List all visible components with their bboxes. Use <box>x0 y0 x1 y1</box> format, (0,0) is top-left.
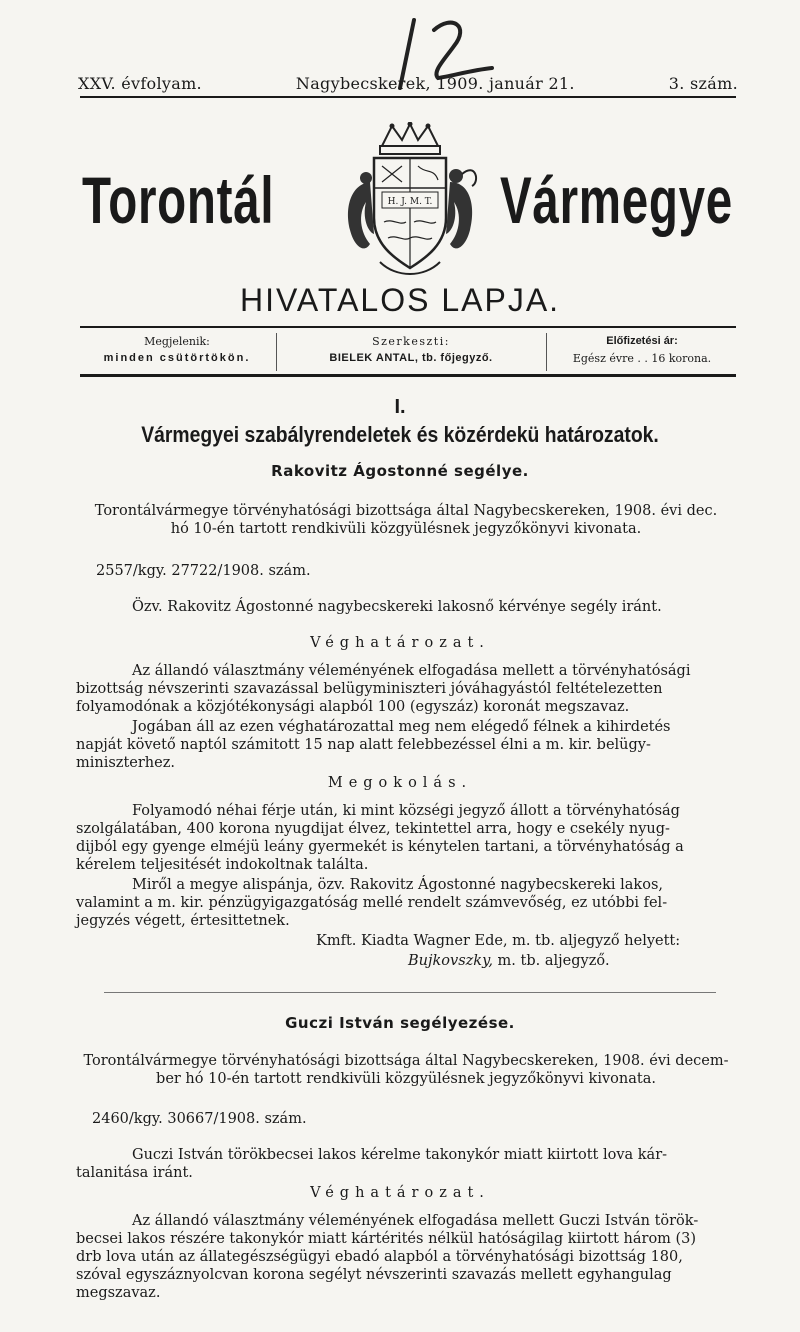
text-line: folyamodónak a közjótékonysági alapból 100 (egyszáz) koronát megszavaz. <box>76 699 630 715</box>
signature-line: Kmft. Kiadta Wagner Ede, m. tb. aljegyző helyett: <box>316 933 681 949</box>
text-line: valamint a m. kir. pénzügyigazgatóság mellé rendelt számvevőség, ez utóbbi fel- <box>76 895 668 911</box>
article-subject: Özv. Rakovitz Ágostonné nagybecskereki lakosnő kérvénye segély iránt. <box>132 599 662 615</box>
info-bar <box>82 333 734 373</box>
text-line: Torontálvármegye törvényhatósági bizottsága által Nagybecskereken, 1908. évi decem- <box>83 1053 729 1069</box>
text-line: becsei lakos részére takonykór miatt kártérités nélkül hatóságilag kiirtott három (3) <box>76 1231 697 1247</box>
signature-title: m. tb. aljegyző. <box>492 953 610 969</box>
article-number: 2460/kgy. 30667/1908. szám. <box>92 1111 307 1127</box>
info-rule-bottom <box>80 374 736 377</box>
article-subject <box>76 1146 732 1182</box>
reason-heading: Megokolás. <box>327 775 473 791</box>
signature-name-line <box>408 952 728 970</box>
reason-text <box>76 802 732 874</box>
info-rule-top <box>80 326 736 328</box>
price-column <box>550 333 734 367</box>
appears-column <box>82 333 272 367</box>
text-line: dijból egy gyenge elméjü leány gyermekét is kénytelen tartani, a törvényhatóság a <box>76 839 684 855</box>
text-line: talanitása iránt. <box>76 1165 193 1181</box>
masthead <box>82 122 742 282</box>
section-title: Vármegyei szabályrendeletek és közérdekü határozatok. <box>141 422 659 447</box>
editor-label: Szerkeszti: <box>372 335 450 348</box>
header-rule <box>80 96 736 98</box>
info-divider <box>546 333 547 371</box>
price-label: Előfizetési ár: <box>606 335 678 347</box>
text-line: Jogában áll az ezen véghatározattal meg nem elégedő félnek a kihirdetés <box>132 719 671 735</box>
article-number: 2557/kgy. 27722/1908. szám. <box>96 563 311 579</box>
appeal-text <box>76 718 732 772</box>
masthead-title-right: Vármegye <box>500 163 733 237</box>
decision-text <box>76 1212 732 1302</box>
text-line: hó 10-én tartott rendkivüli közgyülésnek jegyzőkönyvi kivonata. <box>170 521 642 537</box>
section-number: I. <box>394 396 406 418</box>
text-line: napját követő naptól számitott 15 nap alatt felebbezéssel élni a m. kir. belügy- <box>76 737 651 753</box>
text-line: drb lova után az állategészségügyi ebadó alapból a törvényhatósági bizottság 180, <box>76 1249 683 1265</box>
crest-text: H. J. M. T. <box>387 197 433 207</box>
issue-header <box>78 74 738 93</box>
article-divider <box>104 992 716 993</box>
decision-text <box>76 662 732 716</box>
volume-label: XXV. évfolyam. <box>78 74 202 93</box>
text-line: megszavaz. <box>76 1285 161 1301</box>
text-line: miniszterhez. <box>76 755 175 771</box>
text-line: szolgálatában, 400 korona nyugdijat élvez, tekintettel arra, hogy e csekély nyug- <box>76 821 670 837</box>
masthead-subtitle: HIVATALOS LAPJA. <box>239 282 561 318</box>
appears-value: minden csütörtökön. <box>103 352 251 364</box>
text-line: ber hó 10-én tartott rendkivüli közgyülésnek jegyzőkönyvi kivonata. <box>156 1071 656 1087</box>
text-line: Az állandó választmány véleményének elfogadása mellett a törvényhatósági <box>132 663 691 679</box>
text-line: Az állandó választmány véleményének elfogadása mellett Guczi István török- <box>132 1213 699 1229</box>
text-line: Torontálvármegye törvényhatósági bizottsága által Nagybecskereken, 1908. évi dec. <box>94 503 718 519</box>
text-line: Miről a megye alispánja, özv. Rakovitz Ágostonné nagybecskereki lakos, <box>132 877 663 893</box>
article-title: Guczi István segélyezése. <box>285 1014 515 1032</box>
issue-number: 3. szám. <box>668 74 738 93</box>
coat-of-arms-icon <box>330 122 490 282</box>
decision-heading: Véghatározat. <box>310 635 490 651</box>
price-value: Egész évre . . 16 korona. <box>572 352 712 365</box>
signature-name: Bujkovszky, <box>408 953 493 969</box>
text-line: Guczi István törökbecsei lakos kérelme takonykór miatt kiirtott lova kár- <box>132 1147 668 1163</box>
decision-heading: Véghatározat. <box>310 1185 490 1201</box>
appears-label: Megjelenik: <box>144 335 210 348</box>
text-line: jegyzés végett, értesittetnek. <box>76 913 290 929</box>
article-intro <box>74 1052 738 1088</box>
editor-value: BIELEK ANTAL, tb. főjegyző. <box>329 352 493 364</box>
masthead-title-left: Torontál <box>82 163 275 237</box>
place-date: Nagybecskerek, 1909. január 21. <box>295 74 575 93</box>
editor-column <box>280 333 542 367</box>
article-intro <box>74 502 738 538</box>
text-line: Folyamodó néhai férje után, ki mint községi jegyző állott a törvényhatóság <box>132 803 680 819</box>
article-title: Rakovitz Ágostonné segélye. <box>271 462 529 480</box>
info-divider <box>276 333 277 371</box>
text-line: kérelem teljesitését indokoltnak találta. <box>76 857 369 873</box>
text-line: bizottság névszerinti szavazással belügyminiszteri jóváhagyástól feltételezetten <box>76 681 663 697</box>
text-line: szóval egyszáznyolcvan korona segélyt névszerinti szavazás mellett egyhangulag <box>76 1267 672 1283</box>
notice-text <box>76 876 732 930</box>
